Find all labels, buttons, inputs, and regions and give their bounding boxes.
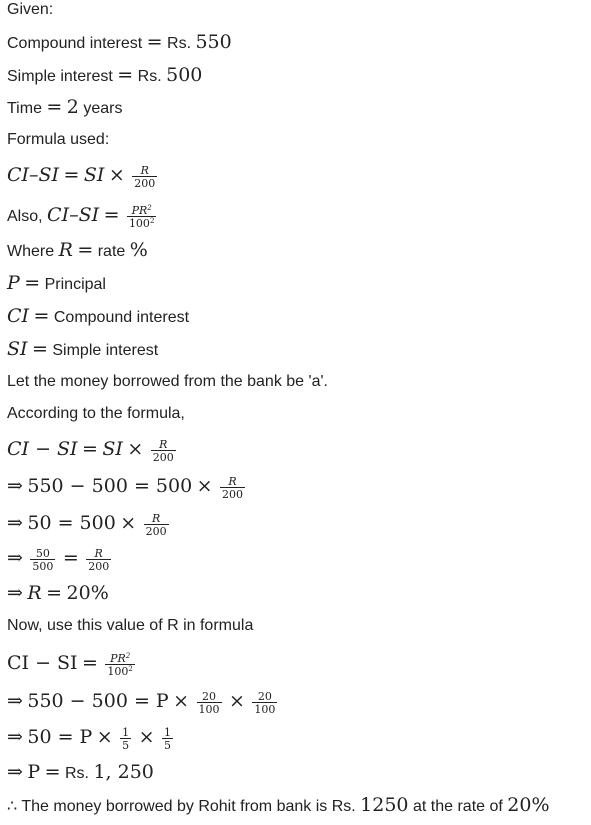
fraction-50-500: $\frac{50}{500}$ <box>32 547 54 573</box>
step-formula-2: CI − SI = $\frac{PR^2}{100^2}$ <box>7 652 133 678</box>
fraction-r-200: $\frac{R}{200}$ <box>88 547 110 573</box>
given-time: Time = 2 years <box>7 96 123 118</box>
fraction-20-100: $\frac{20}{100}$ <box>198 690 220 716</box>
step-substitute-2: ⇒ 550 − 500 = P × $\frac{20}{100}$ × $\frac{20}{100}$ <box>7 690 276 716</box>
fraction-r-200: $\frac{R}{200}$ <box>145 512 167 538</box>
let-statement: Let the money borrowed from the bank be 'a'. <box>7 373 328 390</box>
step-simplify: ⇒ 50 = 500 × $\frac{R}{200}$ <box>7 512 167 538</box>
fraction-r-200: $\frac{R}{200}$ <box>152 438 174 464</box>
definition-simple-interest: SI = Simple interest <box>7 338 159 360</box>
step-substitute: ⇒ 550 − 500 = 500 × $\frac{R}{200}$ <box>7 475 243 501</box>
now-statement: Now, use this value of R in formula <box>7 617 254 634</box>
fraction-1-5: $\frac{1}{5}$ <box>122 726 130 752</box>
step-simplify-2: ⇒ 50 = P × $\frac{1}{5}$ × $\frac{1}{5}$ <box>7 726 171 752</box>
fraction-1-5: $\frac{1}{5}$ <box>164 726 171 752</box>
fraction-pr2-100: $\frac{PR^2}{100^2}$ <box>128 204 155 230</box>
step-principal-result: ⇒ P = Rs. 1, 250 <box>7 761 154 783</box>
given-compound-interest: Compound interest = Rs. 550 <box>7 31 232 53</box>
step-ratio: ⇒ $\frac{50}{500}$ = $\frac{R}{200}$ <box>7 547 110 573</box>
formula-ci-si: CI–SI = SI × $\frac{R}{200}$ <box>7 164 156 190</box>
conclusion: ∴ The money borrowed by Rohit from bank is Rs. 1250 at the rate of 20% <box>7 794 550 816</box>
fraction-pr2-100: $\frac{PR^2}{100^2}$ <box>107 652 133 678</box>
formula-also: Also, CI–SI = $\frac{PR^2}{100^2}$ <box>7 204 155 230</box>
fraction-r-200: $\frac{R}{200}$ <box>134 164 156 190</box>
fraction-20-100: $\frac{20}{100}$ <box>254 690 276 716</box>
definition-principal: P = Principal <box>7 272 106 294</box>
step-formula: CI − SI = SI × $\frac{R}{200}$ <box>7 438 174 464</box>
formula-used-heading: Formula used: <box>7 131 110 148</box>
definition-rate: Where R = rate % <box>7 239 148 261</box>
fraction-r-200: $\frac{R}{200}$ <box>222 475 243 501</box>
according-statement: According to the formula, <box>7 405 185 422</box>
definition-compound-interest: CI = Compound interest <box>7 305 190 327</box>
given-simple-interest: Simple interest = Rs. 500 <box>7 64 203 86</box>
given-heading: Given: <box>7 1 54 18</box>
step-rate-result: ⇒ R = 20% <box>7 582 109 604</box>
